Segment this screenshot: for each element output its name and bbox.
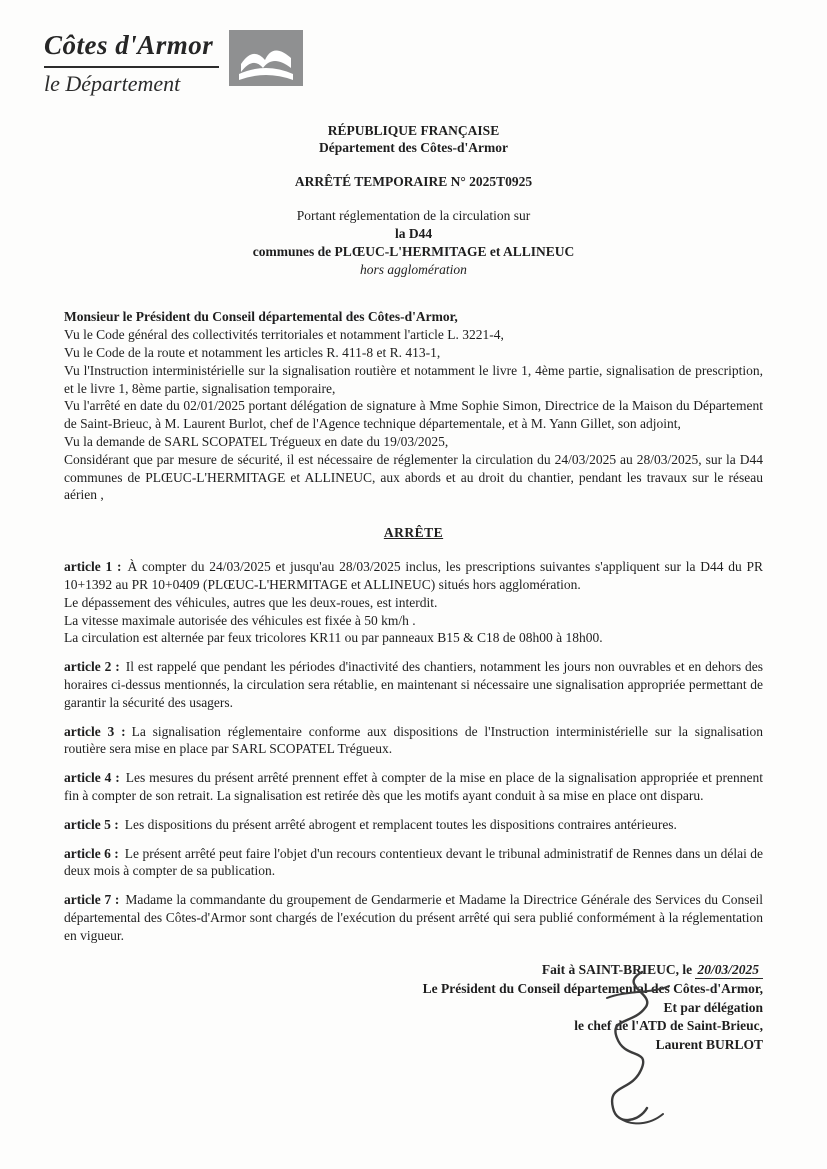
salutation: Monsieur le Président du Conseil départemental des Côtes-d'Armor,	[64, 309, 458, 325]
logo-emblem-box	[229, 30, 303, 86]
subject-line-1: Portant réglementation de la circulation sur	[296, 208, 531, 224]
article-paragraph	[64, 891, 763, 944]
department-logo	[44, 28, 763, 98]
preamble-clause: Vu l'arrêté en date du 02/01/2025 portant délégation de signature à Mme Sophie Simon, Directrice de la Maison du Département de Saint-Brieuc, à M. Laurent Burlot, chef de l'Agence technique départementale, et à M. Yann Gillet, son adjoint,	[64, 398, 763, 432]
preamble-clause: Considérant que par mesure de sécurité, il est nécessaire de réglementer la circulation du 24/03/2025 au 28/03/2025, sur la D44 communes de PLŒUC-L'HERMITAGE et ALLINEUC, aux abords et au droit du chantier, pendant les travaux sur le réseau aérien ,	[64, 451, 763, 503]
article-paragraph	[64, 769, 763, 805]
place-date-prefix: Fait à SAINT-BRIEUC, le	[541, 961, 693, 977]
signatory-title: Le Président du Conseil départemental des Côtes-d'Armor,	[422, 980, 763, 996]
handwritten-signature	[547, 968, 687, 1138]
article-label: article 4 :	[64, 770, 120, 786]
delegation-line: Et par délégation	[663, 999, 763, 1015]
article-label: article 5 :	[64, 816, 119, 832]
bird-icon	[229, 30, 303, 86]
signatory-role: le chef de l'ATD de Saint-Brieuc,	[574, 1018, 763, 1034]
preamble-clause: Vu l'Instruction interministérielle sur la signalisation routière et notamment le livre 1, 4ème partie, signalisation de prescription, et le livre 1, 8ème partie, signalisation temporaire,	[64, 362, 763, 396]
articles-section	[64, 558, 763, 945]
article-extra-line: Le dépassement des véhicules, autres que les deux-roues, est interdit.	[64, 594, 438, 610]
article-text: Madame la commandante du groupement de Gendarmerie et Madame la Directrice Générale des Services du Conseil départemental des Côtes-d'Armor sont chargés de l'exécution du présent arrêté qui sera publié conformément à la réglementation en vigueur.	[64, 892, 764, 943]
article-text: Il est rappelé que pendant les périodes d'inactivité des chantiers, notamment les jours non ouvrables et en dehors des horaires ci-dessus mentionnés, la circulation sera rétablie, en maintenant si nécessaire une signalisation appropriée permettant de garantir la sécurité des usagers.	[64, 659, 763, 710]
article-text: À compter du 24/03/2025 et jusqu'au 28/03/2025 inclus, les prescriptions suivantes s'appliquent sur la D44 du PR 10+1392 au PR 10+0409 (PLŒUC-L'HERMITAGE et ALLINEUC) situés hors agglomération.	[64, 559, 763, 592]
document-header	[64, 122, 763, 279]
preamble	[64, 308, 763, 504]
subject-line-3: communes de PLŒUC-L'HERMITAGE et ALLINEUC	[252, 243, 575, 259]
logo-text	[44, 28, 219, 98]
decree-number: ARRÊTÉ TEMPORAIRE N° 2025T0925	[294, 174, 533, 190]
signature-date: 20/03/2025	[695, 962, 763, 979]
preamble-clause: Vu le Code général des collectivités territoriales et notamment l'article L. 3221-4,	[64, 327, 504, 343]
article-paragraph	[64, 816, 763, 834]
article-paragraph	[64, 558, 763, 594]
article-text: Le présent arrêté peut faire l'objet d'un recours contentieux devant le tribunal administratif de Rennes dans un délai de deux mois à compter de sa publication.	[64, 845, 764, 879]
subject-line-4: hors agglomération	[360, 261, 467, 277]
signatory-name: Laurent BURLOT	[655, 1037, 763, 1053]
article-label: article 3 :	[64, 723, 126, 739]
department-title: Département des Côtes-d'Armor	[319, 140, 508, 156]
article-paragraph	[64, 845, 763, 881]
subject-line-2: la D44	[394, 225, 433, 241]
article-text: Les dispositions du présent arrêté abrogent et remplacent toutes les dispositions contraires antérieures.	[124, 816, 677, 832]
article-paragraph	[64, 723, 763, 759]
preamble-clause: Vu le Code de la route et notamment les articles R. 411-8 et R. 413-1,	[64, 344, 441, 360]
article-text: Les mesures du présent arrêté prennent effet à compter de la mise en place de la signalisation appropriée et prennent fin à compter de son retrait. La signalisation est retirée dès que les motifs ayant conduit à sa mise en place ont disparu.	[64, 770, 763, 804]
article-label: article 6 :	[64, 845, 119, 861]
article-label: article 1 :	[64, 559, 122, 575]
article-label: article 2 :	[64, 659, 120, 675]
decree-title: ARRÊTE	[383, 525, 444, 541]
logo-subtitle: le Département	[44, 70, 181, 96]
article-paragraph	[64, 658, 763, 711]
republic-title: RÉPUBLIQUE FRANÇAISE	[327, 122, 500, 138]
logo-title: Côtes d'Armor	[44, 28, 219, 68]
article-extra-line: La vitesse maximale autorisée des véhicules est fixée à 50 km/h .	[64, 612, 416, 628]
preamble-clause: Vu la demande de SARL SCOPATEL Trégueux en date du 19/03/2025,	[64, 434, 449, 450]
article-extra-line: La circulation est alternée par feux tricolores KR11 ou par panneaux B15 & C18 de 08h00 à 18h00.	[64, 630, 603, 646]
article-text: La signalisation réglementaire conforme aux dispositions de l'Instruction interministérielle sur la signalisation routière sera mise en place par SARL SCOPATEL Trégueux.	[64, 723, 764, 757]
article-label: article 7 :	[64, 892, 120, 908]
